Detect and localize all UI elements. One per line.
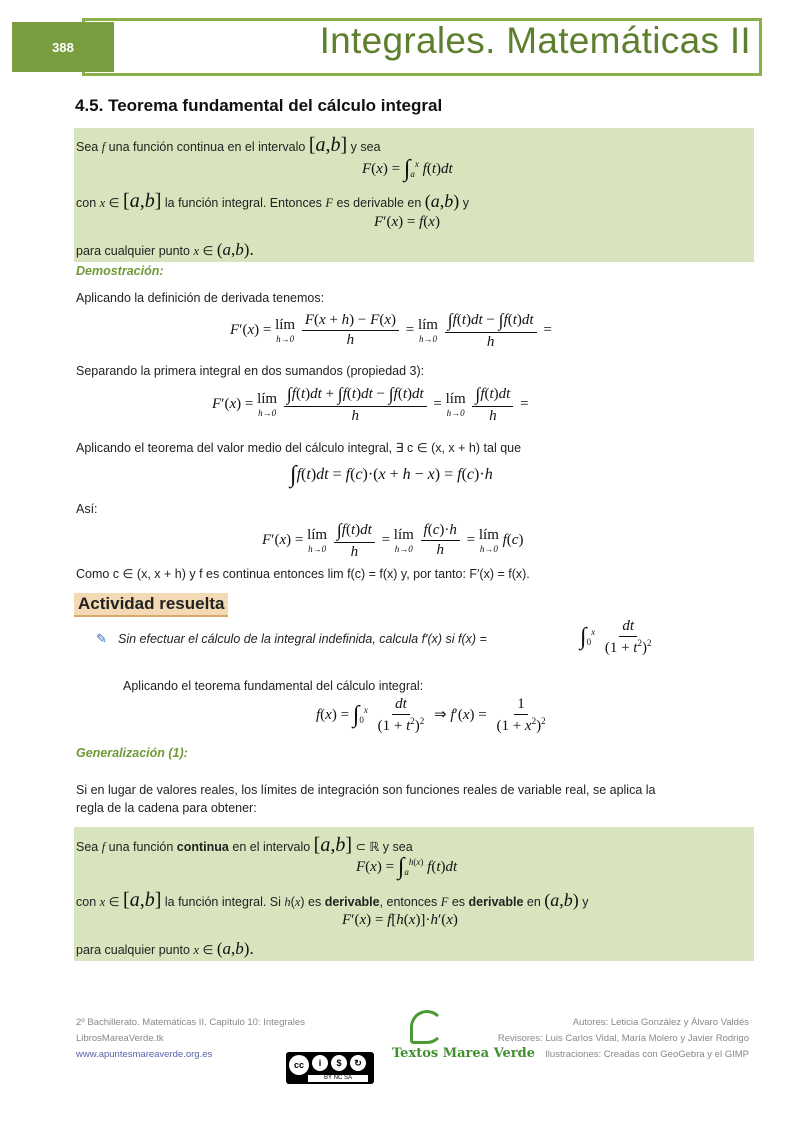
demo-label: Demostración:: [76, 264, 164, 278]
theorem2-formula1: $F(x) = \int_a^{h(x)}$ f(t)dt: [356, 854, 458, 880]
theorem1-formula2: F′(x) = f(x): [374, 214, 440, 230]
activity-solution: $f(x) = \int_0^x$ $\frac{dt}{(1 + t^2)^2}$ ⇒ f′(x) = $\frac{1}{(1 + x^2)^2}$: [316, 696, 546, 734]
theorem2-line2: con x ∈ [a,b] la función integral. Si h(x) es derivable, entonces F es derivable en (a,b) y: [76, 889, 589, 911]
cc-icon: cc: [289, 1055, 309, 1075]
activity-integral: $\int_0^x$ $\frac{dt}{(1 + t^2)^2}$: [580, 618, 652, 656]
logo-text: Textos Marea Verde: [392, 1046, 535, 1061]
demo-formula4: F′(x) = lím h→0 $\frac{\int f(t)dt}{h}$ = lím h→0 $\frac{f(c)\cdot h}{h}$ = lím h→0 f(c): [262, 520, 524, 560]
demo-formula3: ∫f(t)dt = f(c)·(x + h − x) = f(c)·h: [290, 462, 493, 488]
pencil-icon: ✎: [96, 631, 107, 646]
activity-p1: Aplicando el teorema fundamental del cálculo integral:: [123, 679, 424, 693]
demo-p3: Aplicando el teorema del valor medio del cálculo integral, ∃ c ∈ (x, x + h) tal que: [76, 441, 522, 455]
page-title: Integrales. Matemáticas II: [319, 20, 751, 61]
cc-license-badge: [286, 1052, 374, 1084]
demo-p1: Aplicando la definición de derivada tenemos:: [76, 291, 325, 305]
theorem1-line2: con x ∈ [a,b] la función integral. Entonces F es derivable en (a,b) y: [76, 190, 469, 212]
theorem2-line1: Sea f una función continua en el intervalo [a,b] ⊂ ℝ y sea: [76, 834, 413, 856]
footer-authors: Autores: Leticia González y Álvaro Valdés: [572, 1017, 749, 1028]
theorem1-line1: Sea f una función continua en el intervalo [a,b] y sea: [76, 134, 381, 156]
footer-reviewers: Revisores: Luis Carlos Vidal, María Molero y Javier Rodrigo: [497, 1033, 749, 1044]
demo-formula2: F′(x) = lím h→0 $\frac{\int f(t)dt + \int f(t)dt - \int f(t)dt}{h}$ = lím h→0 $\frac{\int f(t)dt}{h}$ =: [212, 384, 529, 424]
section-title: 4.5. Teorema fundamental del cálculo integral: [75, 96, 443, 115]
demo-formula1: F′(x) = lím h→0 $\frac{F(x + h) - F(x)}{h}$ = lím h→0 $\frac{\int f(t)dt - \int f(t)dt}{h}$ =: [230, 310, 552, 350]
footer-course: 2º Bachillerato. Matemáticas II. Capítulo 10: Integrales: [76, 1017, 305, 1028]
activity-title: Actividad resuelta: [74, 593, 228, 617]
sa-icon: ↻: [350, 1055, 366, 1071]
theorem1-line3: para cualquier punto x ∈ (a,b).: [76, 240, 254, 259]
activity-prompt: Sin efectuar el cálculo de la integral indefinida, calcula f′(x) si f(x) =: [118, 632, 487, 646]
generalization-label: Generalización (1):: [76, 746, 188, 760]
wave-logo-icon: [410, 1010, 444, 1044]
theorem2-line3: para cualquier punto x ∈ (a,b).: [76, 939, 254, 958]
by-icon: i: [312, 1055, 328, 1071]
demo-p2: Separando la primera integral en dos sumandos (propiedad 3):: [76, 364, 425, 378]
theorem1-formula1: $F(x) = \int_a^x$ f(t)dt: [362, 156, 453, 182]
page-number: 388: [12, 22, 114, 72]
generalization-p1: Si en lugar de valores reales, los límites de integración son funciones reales de variable real, se aplica la: [76, 783, 656, 797]
footer-link[interactable]: www.apuntesmareaverde.org.es: [76, 1049, 213, 1060]
footer-site: LibrosMareaVerde.tk: [76, 1033, 164, 1044]
footer-illustrations: Ilustraciones: Creadas con GeoGebra y el GIMP: [545, 1049, 749, 1060]
generalization-p2: regla de la cadena para obtener:: [76, 801, 257, 815]
demo-p4: Así:: [76, 502, 98, 516]
demo-p5: Como c ∈ (x, x + h) y f es continua entonces lim f(c) = f(x) y, por tanto: F′(x) = f(x).: [76, 567, 530, 581]
nc-icon: $: [331, 1055, 347, 1071]
license-bar: BY NC SA: [308, 1075, 368, 1082]
theorem2-formula2: F′(x) = f[h(x)]·h′(x): [342, 912, 458, 928]
